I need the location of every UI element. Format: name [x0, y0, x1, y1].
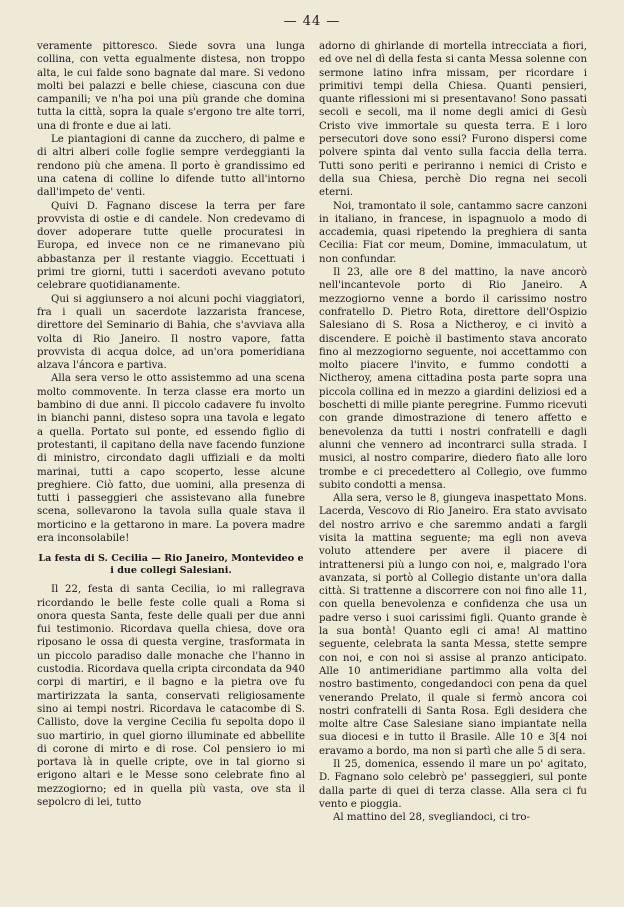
- paragraph: Alla sera verso le otto assistemmo ad una scena molto commovente. In terza classe era morto un bambino di due anni. Il piccolo cadavere fu involto in bianchi panni, disteso sopra una tavola e legato a quella. Portato sul ponte, ed essendo figlio di protestanti, il capitano della nave facendo funzione di ministro, circondato dagli uffiziali e da molti marinai, tutti a capo scoperto, lesse alcune preghiere. Ciò fatto, due uomini, alla presenza di tutti i passeggieri che assistevano alla funebre scena, sollevarono la tavola sulla quale stava il morticino e la gettarono in mare. La povera madre era inconsolabile!: [37, 373, 305, 544]
- page-number: — 44 —: [283, 14, 341, 29]
- paragraph: Le piantagioni di canne da zucchero, di palme e di altri alberi colle foglie sempre verdeggianti la rendono più che amena. Il porto è grandissimo ed una catena di colline lo difende tutto all'intorno dall'impeto de' venti.: [37, 134, 305, 199]
- paragraph: veramente pittoresco. Siede sovra una lunga collina, con vetta egualmente distesa, non troppo alta, le cui falde sono bagnate dal mare. Si vedono molti bei palazzi e belle chiese, ciascuna con due campanili; ve n'ha poi una più grande che domina tutta la città, sopra la quale s'ergono tre alte torri, una di fronte e due ai lati.: [37, 41, 305, 132]
- paragraph: Quivi D. Fagnano discese la terra per fare provvista di ostie e di candele. Non credevamo di dover adoperare tutte quelle procuratesi in Europa, ed invece non ce ne rimanevano più abbastanza per il restante viaggio. Eccettuati i primi tre giorni, tutti i sacerdoti avevano potuto celebrare quotidianamente.: [37, 200, 305, 292]
- paragraph: Alla sera, verso le 8, giungeva inaspettato Mons. Lacerda, Vescovo di Rio Janeiro. Era stato avvisato del nostro arrivo e che saremmo andati a fargli visita la mattina seguente; ma egli non aveva voluto attendere per avere il piacere di intrattenersi più a lungo con noi, e, malgrado l'ora avanzata, si portò al Collegio distante un'ora dalla città. Si trattenne a discorrere con noi fino alle 11, con quella benevolenza e confidenza che usa un padre verso i suoi carissimi figli. Quanto grande è la sua bontà! Quanto egli ci ama! Al mattino seguente, celebrata la santa Messa, stette sempre con noi, e con noi si assise al pranzo anticipato. Alle 10 antimeridiane partimmo alla volta del nostro bastimento, congedandoci con pena da quel venerando Prelato, il quale si fermò ancora coi nostri confratelli di Santa Rosa. Egli desidera che molte altre Case Salesiane siano impiantate nella sua diocesi e in tutto il Brasile. Alle 10 e 3[4 noi eravamo a bordo, ma non si partì che alle 5 di sera.: [319, 493, 587, 757]
- paragraph: Al mattino del 28, svegliandoci, ci tro-: [333, 812, 530, 824]
- paragraph: Il 25, domenica, essendo il mare un po' agitato, D. Fagnano solo celebrò pe' passeggieri, sul ponte dalla parte di quei di terza classe. Alla sera ci fu vento e pioggia.: [319, 759, 587, 810]
- paragraph: Il 23, alle ore 8 del mattino, la nave ancorò nell'incantevole porto di Rio Janeiro. A mezzogiorno venne a bordo il carissimo nostro confratello D. Pietro Rota, direttore dell'Ospizio Salesiano di S. Rosa a Nictheroy, e ci invitò a discendere. E poichè il bastimento stava ancorato fino al mezzogiorno seguente, noi accettammo con molto piacere l'invito, e fummo condotti a Nictheroy, amena cittadina posta parte sopra una piccola collina ed in mezzo a giardini deliziosi ed a boschetti di mille piante peregrine. Fummo ricevuti con grande dimostrazione di tenero affetto e benevolenza da tutti i nostri confratelli e dagli alunni che vennero ad incontrarci sulla strada. I musici, al nostro comparire, diedero fiato alle loro trombe e ci precedettero al Collegio, ove fummo subito condotti a mensa.: [319, 267, 587, 491]
- section-title: La festa di S. Cecilia — Rio Janeiro, Montevideo e i due collegi Salesiani.: [38, 553, 304, 577]
- paragraph: Il 22, festa di santa Cecilia, io mi rallegrava ricordando le belle feste colle quali a Roma si onora questa Santa, feste delle quali per due anni fui testimonio. Ricordava quella chiesa, dove ora riposano le ossa di questa vergine, trasformata in un piccolo paradiso dalle monache che l'hanno in custodia. Ricordava quella cripta circondata da 940 corpi di martiri, e il bagno e la pietra ove fu martirizzata la santa, conservati religiosamente sino ai tempi nostri. Ricordava le catacombe di S. Callisto, dove la vergine Cecilia fu sepolta dopo il suo martirio, in quel giorno illuminate ed abbellite di corone di mirto e di rose. Col pensiero io mi portava là in quelle cripte, ove in tal giorno si erigono altari e le Messe sono celebrate fino al mezzogiorno; ed in quella più vasta, ove sta il sepolcro di lei, tutto: [37, 584, 305, 809]
- left-column: [37, 40, 305, 809]
- right-column: [319, 40, 587, 825]
- paragraph: adorno di ghirlande di mortella intrecciata a fiori, ed ove nel dì della festa si canta Messa solenne con sermone latino infra missam, per ricordare i primitivi tempi della Chiesa. Quanti pensieri, quante riflessioni mi si presentavano! Sono passati secoli e secoli, ma il nome degli amici di Gesù Cristo vive immortale su questa terra. E i loro persecutori dove sono essi? Furono dispersi come polvere spinta dal vento sulla faccia della terra. Tutti sono periti e periranno i nemici di Cristo e della sua Chiesa, perchè Dio regna nei secoli eterni.: [319, 41, 587, 199]
- paragraph: Noi, tramontato il sole, cantammo sacre canzoni in italiano, in francese, in ispagnuolo a modo di accademia, quasi ripetendo la preghiera di santa Cecilia: Fiat cor meum, Domine, immaculatum, ut non confundar.: [319, 200, 587, 265]
- paragraph: Qui si aggiunsero a noi alcuni pochi viaggiatori, fra i quali un sacerdote lazzarista francese, direttore del Seminario di Bahia, che s'avviava alla volta di Rio Janeiro. Il nostro vapore, fatta provvista di acqua dolce, ad un'ora pomeridiana alzava l'áncora e partiva.: [37, 293, 305, 372]
